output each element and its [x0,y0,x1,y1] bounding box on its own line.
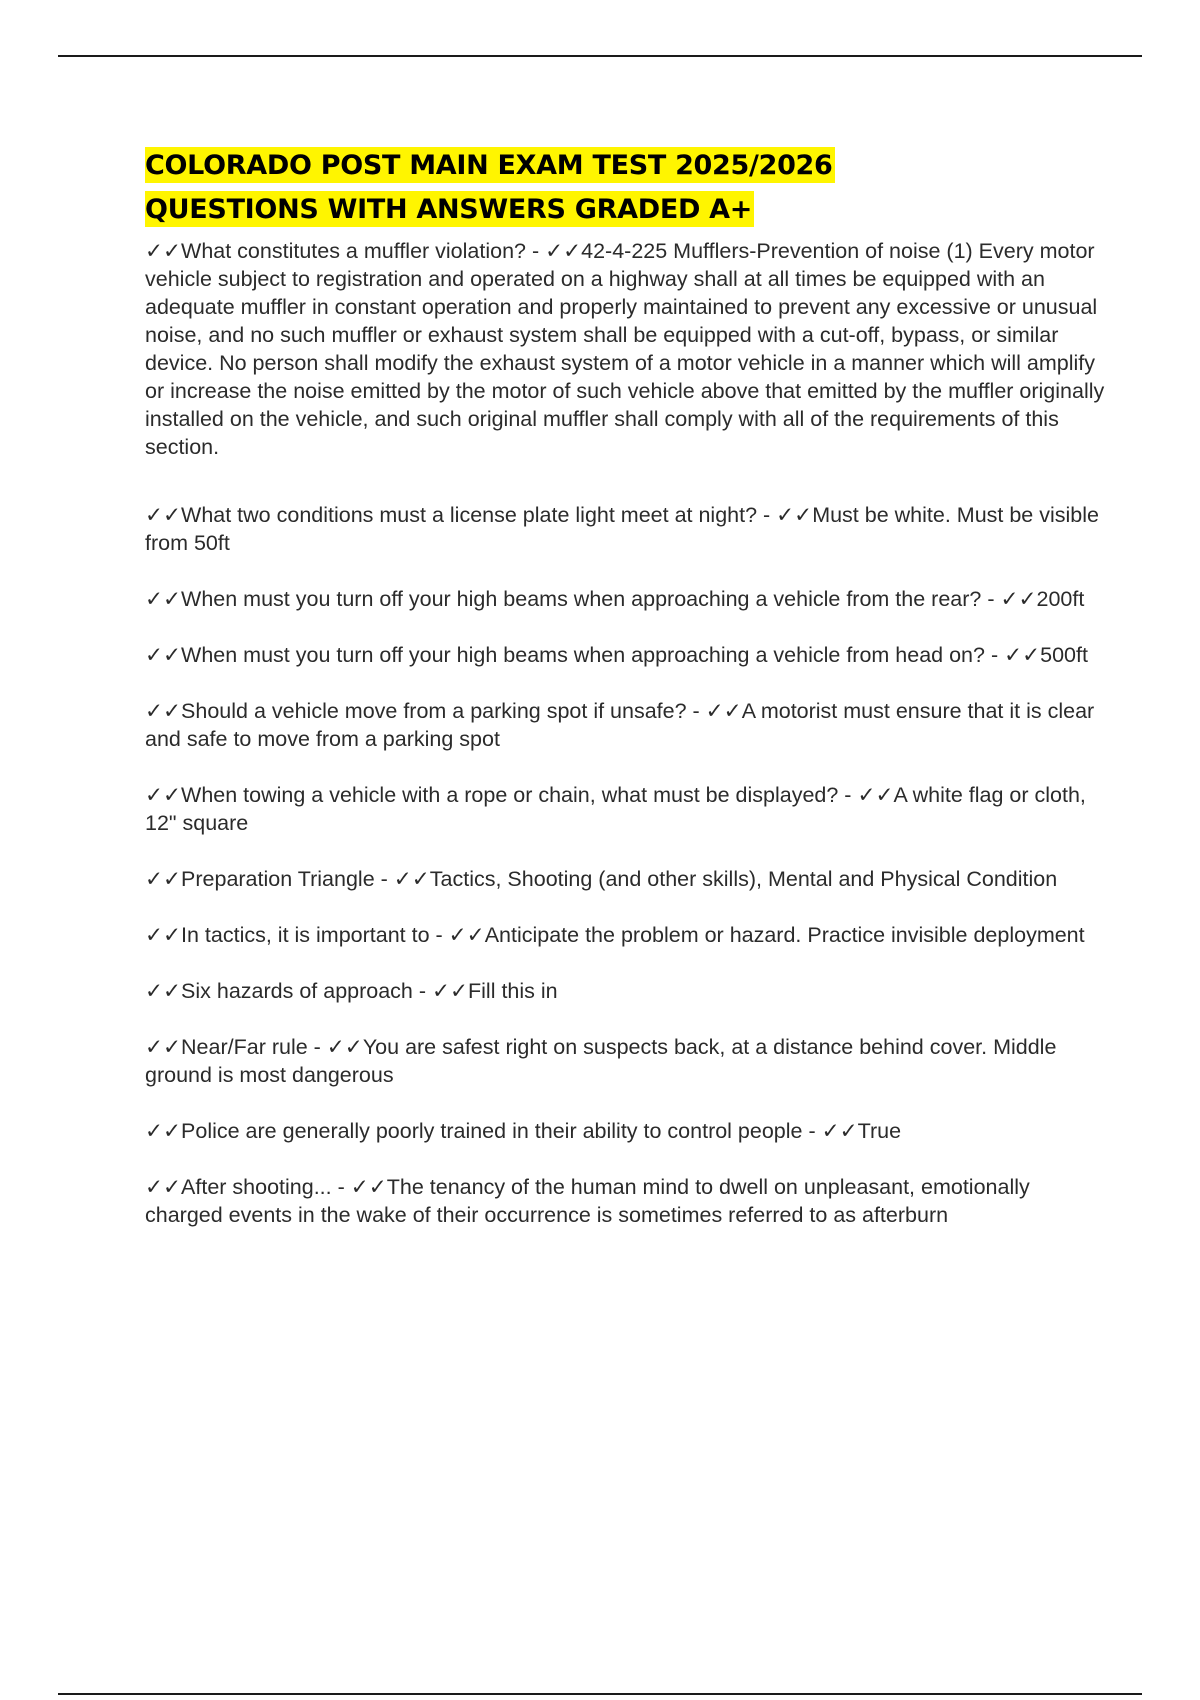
qa-item: ✓✓When must you turn off your high beams when approaching a vehicle from head on? - ✓✓500ft [145,643,1088,667]
title-line-1: COLORADO POST MAIN EXAM TEST 2025/2026 [145,147,835,183]
qa-item: ✓✓Near/Far rule - ✓✓You are safest right on suspects back, at a distance behind cover. Middle ground is most dangerous [145,1035,1057,1087]
qa-item: ✓✓When must you turn off your high beams when approaching a vehicle from the rear? - ✓✓200ft [145,587,1085,611]
qa-item: ✓✓When towing a vehicle with a rope or chain, what must be displayed? - ✓✓A white flag or cloth, 12" square [145,783,1086,835]
bottom-rule [58,1693,1142,1695]
qa-item: ✓✓After shooting... - ✓✓The tenancy of the human mind to dwell on unpleasant, emotionally charged events in the wake of their occurrence is sometimes referred to as afterburn [145,1175,1030,1227]
qa-item: ✓✓Preparation Triangle - ✓✓Tactics, Shooting (and other skills), Mental and Physical Condition [145,867,1058,891]
document-title [145,144,1105,232]
qa-item: ✓✓What constitutes a muffler violation? - ✓✓42-4-225 Mufflers-Prevention of noise (1) Every motor vehicle subject to registration and operated on a highway shall at all times be equipped with an adequate muffler in constant operation and properly maintained to prevent any excessive or unusual noise, and no such muffler or exhaust system shall be equipped with a cut-off, bypass, or similar device. No person shall modify the exhaust system of a motor vehicle in a manner which will amplify or increase the noise emitted by the motor of such vehicle above that emitted by the muffler originally installed on the vehicle, and such original muffler shall comply with all of the requirements of this section. [145,239,1105,459]
qa-item: ✓✓Should a vehicle move from a parking spot if unsafe? - ✓✓A motorist must ensure that it is clear and safe to move from a parking spot [145,699,1095,751]
qa-item: ✓✓In tactics, it is important to - ✓✓Anticipate the problem or hazard. Practice invisible deployment [145,923,1085,947]
top-rule [58,55,1142,57]
qa-item: ✓✓What two conditions must a license plate light meet at night? - ✓✓Must be white. Must be visible from 50ft [145,503,1099,555]
qa-list [145,237,1105,1229]
document-body [145,144,1105,1257]
qa-item: ✓✓Police are generally poorly trained in their ability to control people - ✓✓True [145,1119,902,1143]
title-line-2: QUESTIONS WITH ANSWERS GRADED A+ [145,191,754,227]
qa-item: ✓✓Six hazards of approach - ✓✓Fill this in [145,979,558,1003]
